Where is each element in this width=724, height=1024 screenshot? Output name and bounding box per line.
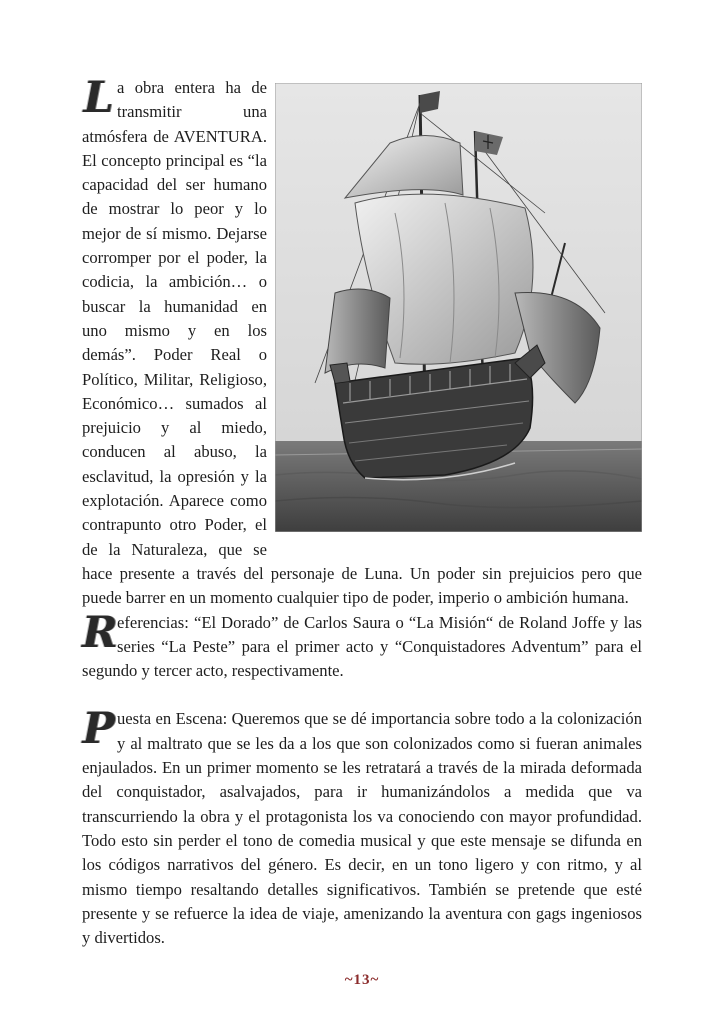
dropcap-l: L [83, 73, 114, 123]
dropcap-p: P [82, 704, 115, 755]
ship-illustration [275, 83, 642, 532]
puesta-en-escena-paragraph [82, 704, 642, 950]
page-number: ~13~ [344, 972, 380, 988]
page-content [82, 73, 642, 950]
referencias-paragraph [82, 607, 642, 684]
intro-text: a obra entera ha de transmitir una atmósfera de AVENTURA. El concepto principal es “la capacidad del ser humano de mostrar lo peor y lo mejor de sí mismo. Dejarse corromper por el poder, la codicia, la ambición… o buscar la humanidad en uno mismo y en los demás”. Poder Real o Político, Militar, Religioso, Económico… sumados al prejuicio y al miedo, conducen al abuso, la esclavitud, la opresión y la explotación. Aparece como contrapunto otro Poder, el de la Naturaleza, que se hace presente a través del personaje de Luna. Un poder sin prejuicios pero que puede barrer en un momento cualquier tipo de poder, imperio o ambición humana. [82, 78, 642, 608]
puesta-text: uesta en Escena: Queremos que se dé importancia sobre todo a la colonización y al maltrato que se les da a los que son colonizados como si fueran animales enjaulados. En un primer momento se les retratará a través de la mirada deformada del conquistador, asalvajados, para ir humanizándolos a medida que va transcurriendo la obra y el protagonista los va conociendo con mayor profundidad. Todo esto sin perder el tono de comedia musical y que este mensaje se difunda en los códigos narrativos del género. Es decir, en un tono ligero y con ritmo, y al mismo tiempo resaltando detalles significativos. También se pretende que esté presente y se refuerce la idea de viaje, amenizando la aventura con gags ingeniosos y divertidos. [82, 709, 642, 948]
dropcap-r: R [82, 607, 118, 658]
referencias-text: eferencias: “El Dorado” de Carlos Saura o “La Misión“ de Roland Joffe y las series “La Peste” para el primer acto y “Conquistadores Adventum” para el segundo y tercer acto, respectivamente. [82, 612, 642, 681]
